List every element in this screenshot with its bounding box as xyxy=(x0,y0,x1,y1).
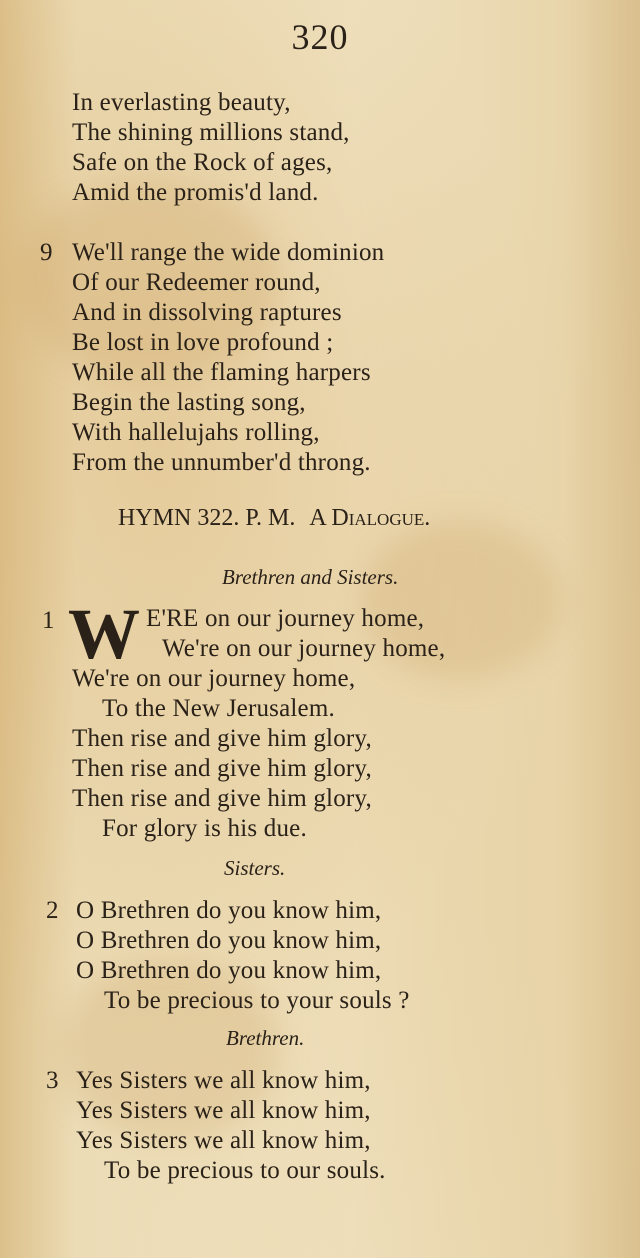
verse-line: While all the flaming harpers xyxy=(72,359,371,386)
speaker-label: Sisters. xyxy=(224,856,286,880)
verse-line: Be lost in love profound ; xyxy=(72,329,334,356)
verse-line: To be precious to our souls. xyxy=(104,1157,386,1184)
verse-line: The shining millions stand, xyxy=(72,119,350,146)
hymn-subtitle: A Dialogue. xyxy=(309,505,431,531)
verse-line: We're on our journey home, xyxy=(162,635,446,662)
speaker-label: Brethren. xyxy=(226,1026,305,1050)
verse-number: 3 xyxy=(46,1067,59,1094)
verse-line: O Brethren do you know him, xyxy=(76,927,382,954)
verse-line: To be precious to your souls ? xyxy=(104,987,410,1014)
verse-line: And in dissolving raptures xyxy=(72,299,342,326)
verse-line: For glory is his due. xyxy=(102,815,307,842)
verse-line: We're on our journey home, xyxy=(72,665,356,692)
verse-line: O Brethren do you know him, xyxy=(76,957,382,984)
verse-line: Then rise and give him glory, xyxy=(72,785,372,812)
verse-line: Yes Sisters we all know him, xyxy=(76,1097,371,1124)
hymn-title: HYMN 322. P. M. xyxy=(118,505,296,531)
verse-number: 1 xyxy=(42,607,55,634)
verse-line: Then rise and give him glory, xyxy=(72,755,372,782)
verse-line: We'll range the wide dominion xyxy=(72,239,385,266)
verse-line: Safe on the Rock of ages, xyxy=(72,149,333,176)
verse-line: Amid the promis'd land. xyxy=(72,179,319,206)
page-number: 320 xyxy=(291,17,349,57)
verse-line: Then rise and give him glory, xyxy=(72,725,372,752)
verse-line: With hallelujahs rolling, xyxy=(72,419,320,446)
verse-line: To the New Jerusalem. xyxy=(102,695,335,722)
verse-number: 2 xyxy=(46,897,59,924)
hymn-heading xyxy=(118,505,430,532)
drop-cap: W xyxy=(68,594,140,674)
speaker-label: Brethren and Sisters. xyxy=(222,565,399,589)
verse-line: Begin the lasting song, xyxy=(72,389,306,416)
verse-line: O Brethren do you know him, xyxy=(76,897,382,924)
verse-line: From the unnumber'd throng. xyxy=(72,449,371,476)
verse-line: Yes Sisters we all know him, xyxy=(76,1067,371,1094)
verse-line: In everlasting beauty, xyxy=(72,89,291,116)
verse-line: E'RE on our journey home, xyxy=(146,605,425,632)
verse-number: 9 xyxy=(40,239,53,266)
verse-line: Yes Sisters we all know him, xyxy=(76,1127,371,1154)
verse-line: Of our Redeemer round, xyxy=(72,269,321,296)
